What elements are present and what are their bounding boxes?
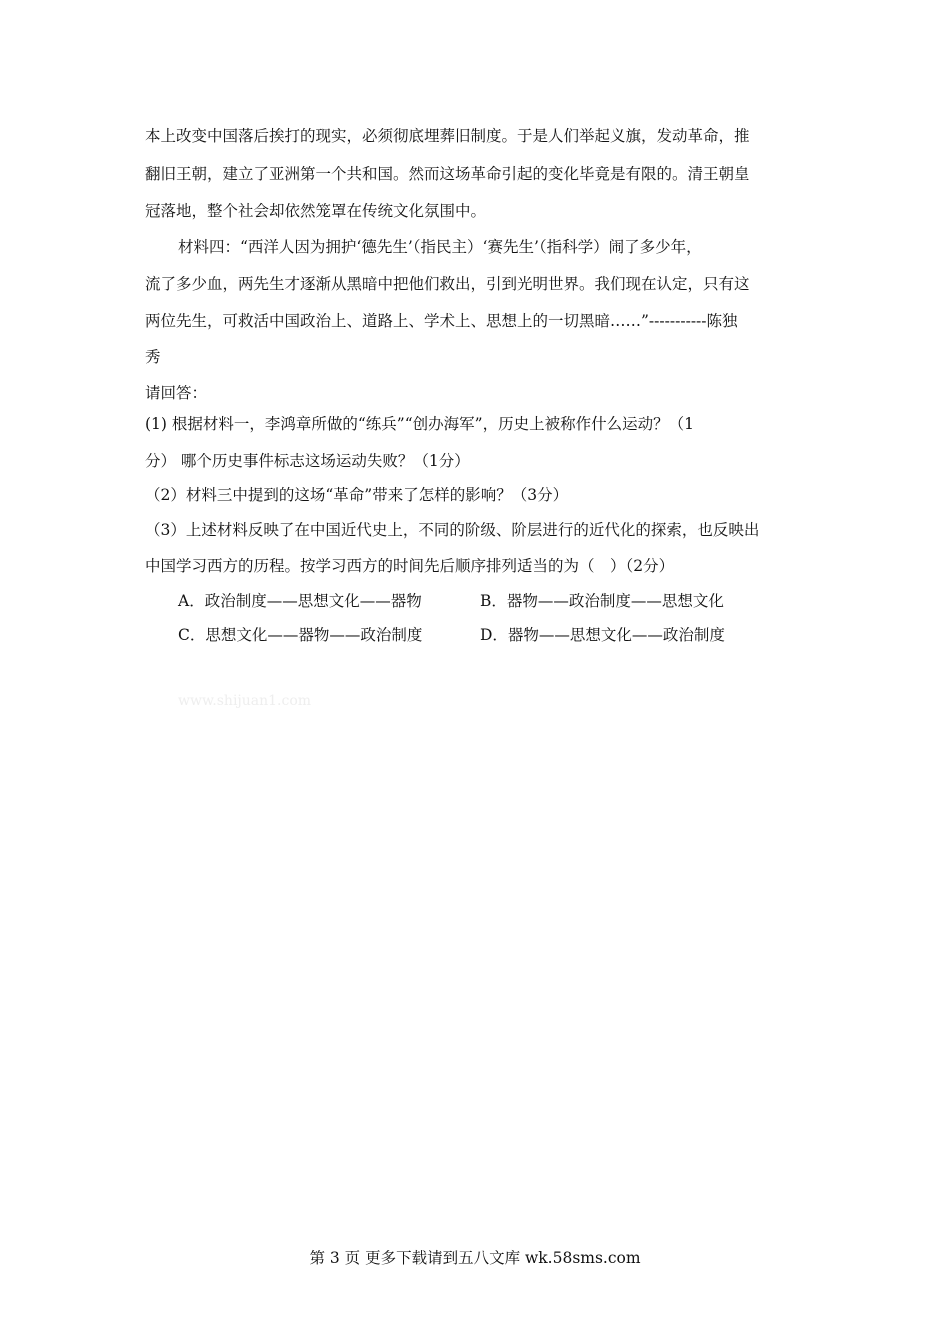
question-1-line-2: 分） 哪个历史事件标志这场运动失败？（1分） bbox=[145, 452, 470, 470]
material3-line-3: 冠落地，整个社会却依然笼罩在传统文化氛围中。 bbox=[145, 202, 487, 220]
watermark-text: www.shijuan1.com bbox=[178, 693, 312, 709]
material4-line-1: 材料四：“西洋人因为拥护‘德先生’（指民主）‘赛先生’（指科学）闹了多少年， bbox=[178, 238, 702, 256]
question-3-line-1: （3）上述材料反映了在中国近代史上，不同的阶级、阶层进行的近代化的探索，也反映出 bbox=[145, 521, 760, 539]
option-c: C．思想文化——器物——政治制度 bbox=[178, 626, 423, 644]
prompt-label: 请回答： bbox=[145, 384, 208, 402]
option-a: A．政治制度——思想文化——器物 bbox=[178, 592, 422, 610]
option-d: D．器物——思想文化——政治制度 bbox=[480, 626, 725, 644]
material4-line-4: 秀 bbox=[145, 348, 161, 366]
material3-line-2: 翻旧王朝，建立了亚洲第一个共和国。然而这场革命引起的变化毕竟是有限的。清王朝皇 bbox=[145, 165, 750, 183]
question-1-line-1: (1) 根据材料一，李鸿章所做的“练兵”“创办海军”，历史上被称作什么运动？（1 bbox=[145, 415, 694, 433]
question-3-line-2: 中国学习西方的历程。按学习西方的时间先后顺序排列适当的为（ ）（2分） bbox=[145, 557, 675, 575]
option-b: B．器物——政治制度——思想文化 bbox=[480, 592, 724, 610]
material4-line-3: 两位先生，可救活中国政治上、道路上、学术上、思想上的一切黑暗……”-----------陈独 bbox=[145, 312, 738, 330]
question-2: （2）材料三中提到的这场“革命”带来了怎样的影响？（3分） bbox=[145, 486, 569, 504]
page-footer: 第 3 页 更多下载请到五八文库 wk.58sms.com bbox=[309, 1249, 641, 1267]
material4-line-2: 流了多少血，两先生才逐渐从黑暗中把他们救出，引到光明世界。我们现在认定，只有这 bbox=[145, 275, 750, 293]
material3-line-1: 本上改变中国落后挨打的现实，必须彻底埋葬旧制度。于是人们举起义旗，发动革命，推 bbox=[145, 127, 750, 145]
